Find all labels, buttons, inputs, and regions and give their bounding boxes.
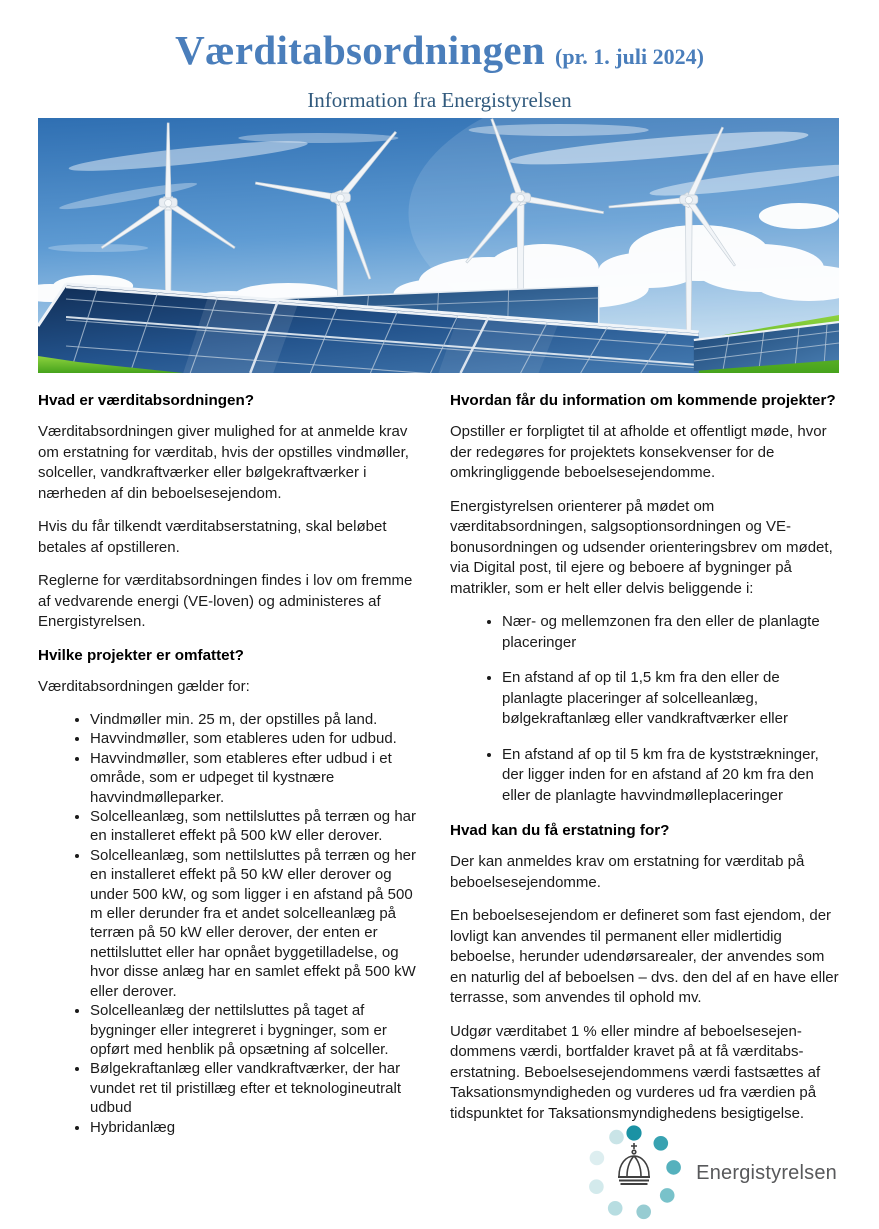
bullet-item [90,1118,429,1137]
bullet-text: Solcelleanlæg der nettilsluttes på taget af bygninger eller integreret i bygninger, som er opført med henblik på opsætning af solceller. [90,1002,389,1058]
bullet-item [90,1001,429,1059]
bullet-text: Bølgekraftanlæg eller vandkraftværker, der har vundet ret til pristillæg efter et teknologineutralt udbud [90,1060,401,1117]
energistyrelsen-logo [582,1121,837,1225]
zone-bullet-list [450,612,841,806]
bullet-item [90,710,429,729]
logo-mark [582,1121,686,1225]
bullet-item [90,729,429,748]
paragraph: Værditabsordningen giver mulighed for at anmelde krav om erstatning for værditab, hvis der opstilles vindmøller, solceller, vandkraftværker eller bølgekraftværker i nærheden af din beboelsesejendom. [38,423,409,502]
project-bullet-list [38,710,429,1137]
bullet-text: En afstand af op til 1,5 km fra den eller de planlagte placeringer af solcelleanlæg, bølgekraftanlæg eller vandkraftværker eller [502,669,788,727]
left-column [38,391,429,1150]
page-title-text: Værditabsordningen [175,27,545,73]
section-heading-which-projects: Hvilke projekter er omfattet? [38,646,244,664]
bullet-text: Havvindmøller, som etableres uden for udbud. [90,730,397,748]
bullet-text: Solcelleanlæg, som nettilsluttes på terræn og her en installeret effekt på 50 kW eller derover og under 500 kW, og som ligger i en afstand på 500 m eller derunder fra et andet solcelleanlæg på terræn på 50 kW eller derover, der enten er nettilsluttet eller har opnået byggetilladelse, og hvor disse anlæg har en samlet effekt på 500 kW eller derover. [90,846,417,1000]
section-heading-compensation: Hvad kan du få erstatning for? [450,822,670,839]
page-subtitle: Information fra Energistyrelsen [307,88,572,112]
paragraph: Udgør værditabet 1 % eller mindre af beboelsesejen-dommens værdi, bortfalder kravet på at få værditabs-erstatning. Beboelsesejendommens værdi fastsættes af Taksationsmyndigheden og vurderes ud fra værdien på tidspunktet for Taksationsmyndighedens besigtigelse. [450,1022,821,1122]
right-column [450,391,841,1150]
bullet-text: Hybridanlæg [90,1118,176,1136]
bullet-item [502,745,841,807]
section-heading-information: Hvordan får du information om kommende projekter? [450,392,836,409]
paragraph: Hvis du får tilkendt værditabserstatning, skal beløbet betales af opstilleren. [38,518,387,556]
bullet-item [90,1059,429,1117]
body-columns [38,391,841,1150]
bullet-item [90,749,429,807]
paragraph: En beboelsesejendom er defineret som fast ejendom, der lovligt kan anvendes til permanent eller midlertidig beboelse, herunder udendørsarealer, der anvendes som en naturlig del af beboelsen – dvs. den del af en have eller terrasse, som anvendes til ophold mv. [450,907,839,1006]
logo-dots [589,1125,681,1219]
page-title-date: (pr. 1. juli 2024) [555,44,704,69]
bullet-item [90,846,429,1001]
hero-illustration [38,118,839,373]
bullet-text: Havvindmøller, som etableres efter udbud i et område, som er udpeget til kystnære havvindmølleparker. [90,749,392,806]
bullet-text: Solcelleanlæg, som nettilsluttes på terræn og har en installeret effekt på 500 kW eller derover. [90,808,417,845]
bullet-item [502,612,841,653]
page-title [0,26,879,74]
logo-text: Energistyrelsen [696,1161,837,1184]
bullet-text: Nær- og mellemzonen fra den eller de planlagte placeringer [502,613,820,651]
paragraph: Opstiller er forpligtet til at afholde et offentligt møde, hvor der redegøres for projektets konsekvenser for de omkringliggende beboelsesejendomme. [450,423,827,481]
paragraph: Værditabsordningen gælder for: [38,677,250,695]
hero-image [38,118,839,373]
paragraph: Reglerne for værditabsordningen findes i lov om fremme af vedvarende energi (VE-loven) og administeres af Energistyrelsen. [38,572,413,630]
bullet-text: Vindmøller min. 25 m, der opstilles på land. [90,711,378,728]
bullet-text: En afstand af op til 5 km fra de kyststrækninger, der ligger inden for en afstand af 20 km fra den eller de planlagte havvindmølleplaceringer [502,745,819,804]
bullet-item [90,807,429,846]
paragraph: Der kan anmeldes krav om erstatning for værditab på beboelsesejendomme. [450,853,805,891]
paragraph: Energistyrelsen orienterer på mødet om værditabsordningen, salgsoptionsordningen og VE-bonusordningen og udsender orienteringsbrev om mødet, via Digital post, til ejere og beboere af bygninger på matrikler, som er helt eller delvis beliggende i: [450,497,833,597]
bullet-item [502,668,841,730]
section-heading-what-is: Hvad er værditabsordningen? [38,392,255,409]
crown-icon [618,1143,650,1184]
